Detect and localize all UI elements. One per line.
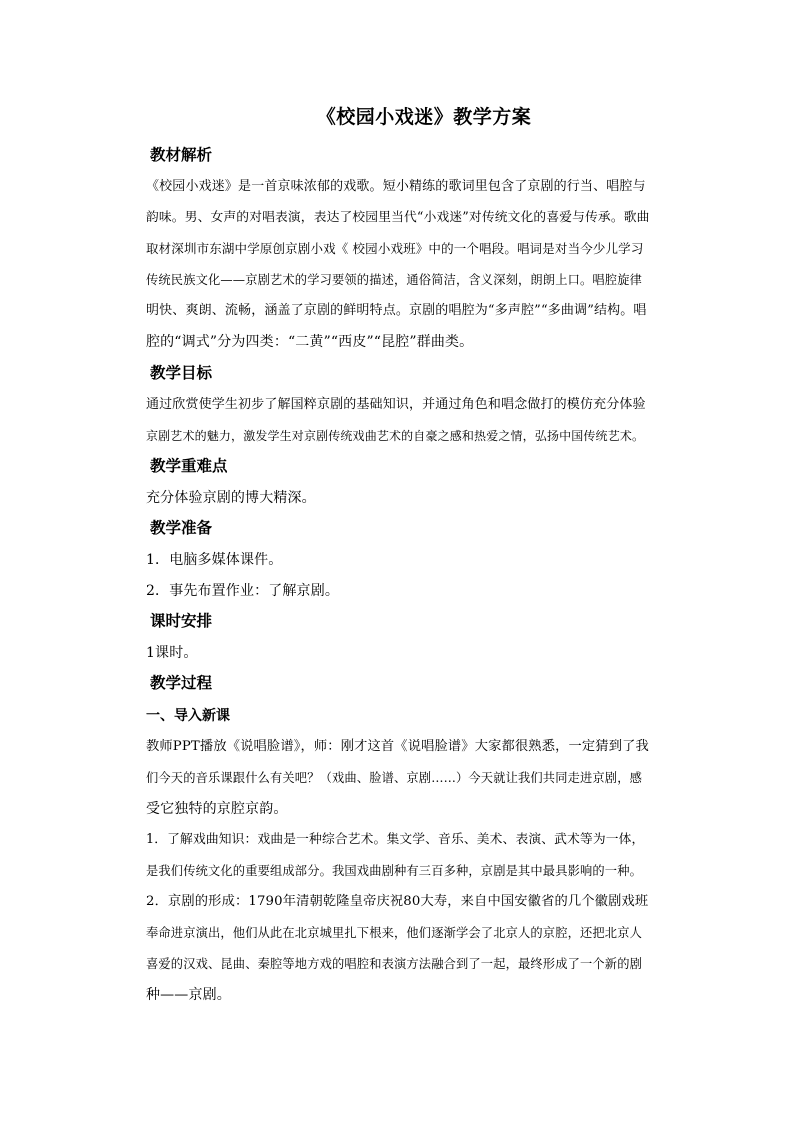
process-line: 喜爱的汉戏、昆曲、秦腔等地方戏的唱腔和表演方法融合到了一起，最终形成了一个新的剧 [146,957,642,971]
schedule-line: 1课时。 [146,645,198,661]
analysis-line: 传统民族文化——京剧艺术的学习要领的描述，通俗简洁，含义深刻，朗朗上口。唱腔旋律 [146,273,642,287]
analysis-line: 腔的“调式”分为四类：“二黄”“西皮”“昆腔”群曲类。 [146,334,474,350]
section-heading-analysis: 教材解析 [150,145,213,164]
analysis-line: 韵味。男、女声的对唱表演，表达了校园里当代“小戏迷”对传统文化的喜爱与传承。歌曲 [146,210,650,225]
analysis-line: 《校园小戏迷》是一首京味浓郁的戏歌。短小精练的歌词里包含了京剧的行当、唱腔与 [146,179,646,194]
preparation-item: 2．事先布置作业：了解京剧。 [146,583,340,599]
process-line: 奉命进京演出，他们从此在北京城里扎下根来，他们逐渐学会了北京人的京腔，还把北京人 [146,926,642,940]
process-line: 2．京剧的形成：1790年清朝乾隆皇帝庆祝80大寿，来自中国安徽省的几个徽剧戏班 [146,894,649,909]
analysis-line: 明快、爽朗、流畅，涵盖了京剧的鲜明特点。京剧的唱腔为“多声腔”“多曲调”结构。唱 [146,303,647,318]
process-line: 们今天的音乐课跟什么有关吧？（戏曲、脸谱、京剧……）今天就让我们共同走进京剧，感 [146,771,642,785]
goals-line: 通过欣赏使学生初步了解国粹京剧的基础知识，并通过角色和唱念做打的模仿充分体验 [146,397,646,412]
document-title: 《校园小戏迷》教学方案 [316,106,532,128]
process-line: 教师PPT播放《说唱脸谱》，师：刚才这首《说唱脸谱》大家都很熟悉，一定猜到了我 [146,739,649,754]
section-heading-schedule: 课时安排 [150,611,213,630]
process-subheading: 一、导入新课 [146,708,230,724]
analysis-line: 取材深圳市东湖中学原创京剧小戏《 校园小戏班》中的一个唱段。唱词是对当今少儿学习 [146,241,644,256]
section-heading-process: 教学过程 [150,673,213,692]
process-line: 1．了解戏曲知识：戏曲是一种综合艺术。集文学、音乐、美术、表演、武术等为一体， [146,832,645,847]
key-points-line: 充分体验京剧的博大精深。 [146,490,316,506]
section-heading-key-points: 教学重难点 [150,456,228,475]
preparation-item: 1．电脑多媒体课件。 [146,552,283,568]
goals-line: 京剧艺术的魅力，激发学生对京剧传统戏曲艺术的自豪之感和热爱之情，弘扬中国传统艺术。 [146,429,645,443]
section-heading-preparation: 教学准备 [150,518,213,537]
process-line: 种——京剧。 [146,987,231,1003]
process-line: 是我们传统文化的重要组成部分。我国戏曲剧种有三百多种，京剧是其中最具影响的一种。 [146,864,642,878]
section-heading-goals: 教学目标 [150,363,213,382]
process-line: 受它独特的京腔京韵。 [146,801,288,817]
